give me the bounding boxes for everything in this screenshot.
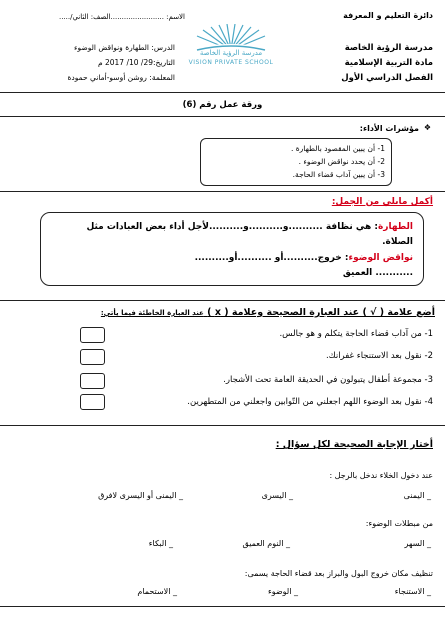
subject-name: مادة التربية الإسلامية [344,58,433,68]
q3-option[interactable]: _ اليمنى [403,491,431,500]
indicator-item: 3- أن يبين آداب قضاء الحاجة. [292,170,385,179]
teacher-line: المعلمة: روشن أوسو-أماني حمودة [67,73,175,82]
q3-option[interactable]: _ الوضوء [267,587,298,596]
logo-arabic-text: مدرسة الرؤية الخاصة [199,49,263,57]
q2-answer-box[interactable] [80,394,105,410]
q3-stem: عند دخول الخلاء ندخل بالرجل : [329,471,433,480]
indicators-divider [0,191,445,192]
q2-item: 3- مجموعة أطفال يتبولون في الحديقة العامة تحت الأشجار. [223,375,433,385]
q2-heading-small: عند العبارة الخاطئة فيما يأتي: [100,309,204,317]
header-divider [0,92,445,93]
q3-stem: تنظيف مكان خروج البول والبراز بعد قضاء الحاجة يسمى: [244,569,433,578]
q1-line4: ........... العميق [342,268,413,278]
q2-item: 4- نقول بعد الوضوء اللهم اجعلني من التّوابين واجعلني من المتطهرين. [187,397,433,407]
q1-line1 [86,223,413,232]
school-logo [183,24,279,68]
title-divider [0,116,445,117]
q3-option[interactable]: _ الاستنجاء [394,587,431,596]
q1-line3 [195,254,413,263]
q3-stem: من مبطلات الوضوء: [365,519,433,528]
worksheet-title: ورقة عمل رقم (6) [182,100,263,110]
lesson-line: الدرس: الطهارة ونواقض الوضوء [73,43,175,52]
q2-answer-box[interactable] [80,349,105,365]
q1-line1-text: : هي نظافة ..........و..........و..........لأجل أداء بعض العبادات مثل [86,222,378,232]
indicator-item: 2- أن يحدد نواقض الوضوء . [298,157,385,166]
q2-divider [0,425,445,426]
school-name: مدرسة الرؤية الخاصة [344,43,433,53]
q3-option[interactable]: _ السهر [404,539,431,548]
indicator-item: 1- أن يبين المقصود بالطهارة . [290,144,385,153]
q2-item: 1- من آداب قضاء الحاجة يتكلم و هو جالس. [279,329,433,339]
q1-line3-text: : خروج..........أو ..........أو.......... [194,253,349,263]
q2-item: 2- نقول بعد الاستنجاء غفرانك. [325,351,433,361]
q2-heading [101,308,435,318]
q3-option[interactable]: _ البكاء [148,539,173,548]
q2-answer-box[interactable] [80,327,105,343]
q1-divider [0,300,445,301]
q3-option[interactable]: _ اليسرى [261,491,293,500]
indicators-heading: مؤشرات الأداء: [359,124,419,133]
q3-option[interactable]: _ اليمنى أو اليسرى لافرق [98,491,183,500]
q1-term-tahara: الطهارة [377,222,413,232]
q1-term-nawaqid: نواقض الوضوء [348,253,413,263]
date-line: التاريخ:29/ 10/ 2017 م [97,58,175,67]
q1-line2: الصلاة. [382,237,413,247]
indicators-bullet-icon: ❖ [423,123,431,132]
indicators-box [200,138,392,186]
q3-heading: أختار الإجابة الصحيحة لكل سؤال : [275,439,433,450]
q3-option[interactable]: _ الاستحمام [137,587,177,596]
q2-heading-main: أضع علامة ( √ ) عند العبارة الصحيحة وعلامة ( x ) [207,307,435,318]
q3-bottom-divider [0,606,445,607]
q2-answer-box[interactable] [80,373,105,389]
logo-english-text: VISION PRIVATE SCHOOL [188,59,274,66]
term-name: الفصل الدراسي الأول [341,73,433,83]
name-class-line: الاسم: ........................الصف: الثاني/..... [58,13,185,21]
directorate: دائرة التعليم و المعرفة [343,11,433,20]
q3-option[interactable]: _ النوم العميق [242,539,290,548]
q1-heading: أكمل مايلي من الجمل: [331,197,433,207]
q1-box [40,212,424,286]
